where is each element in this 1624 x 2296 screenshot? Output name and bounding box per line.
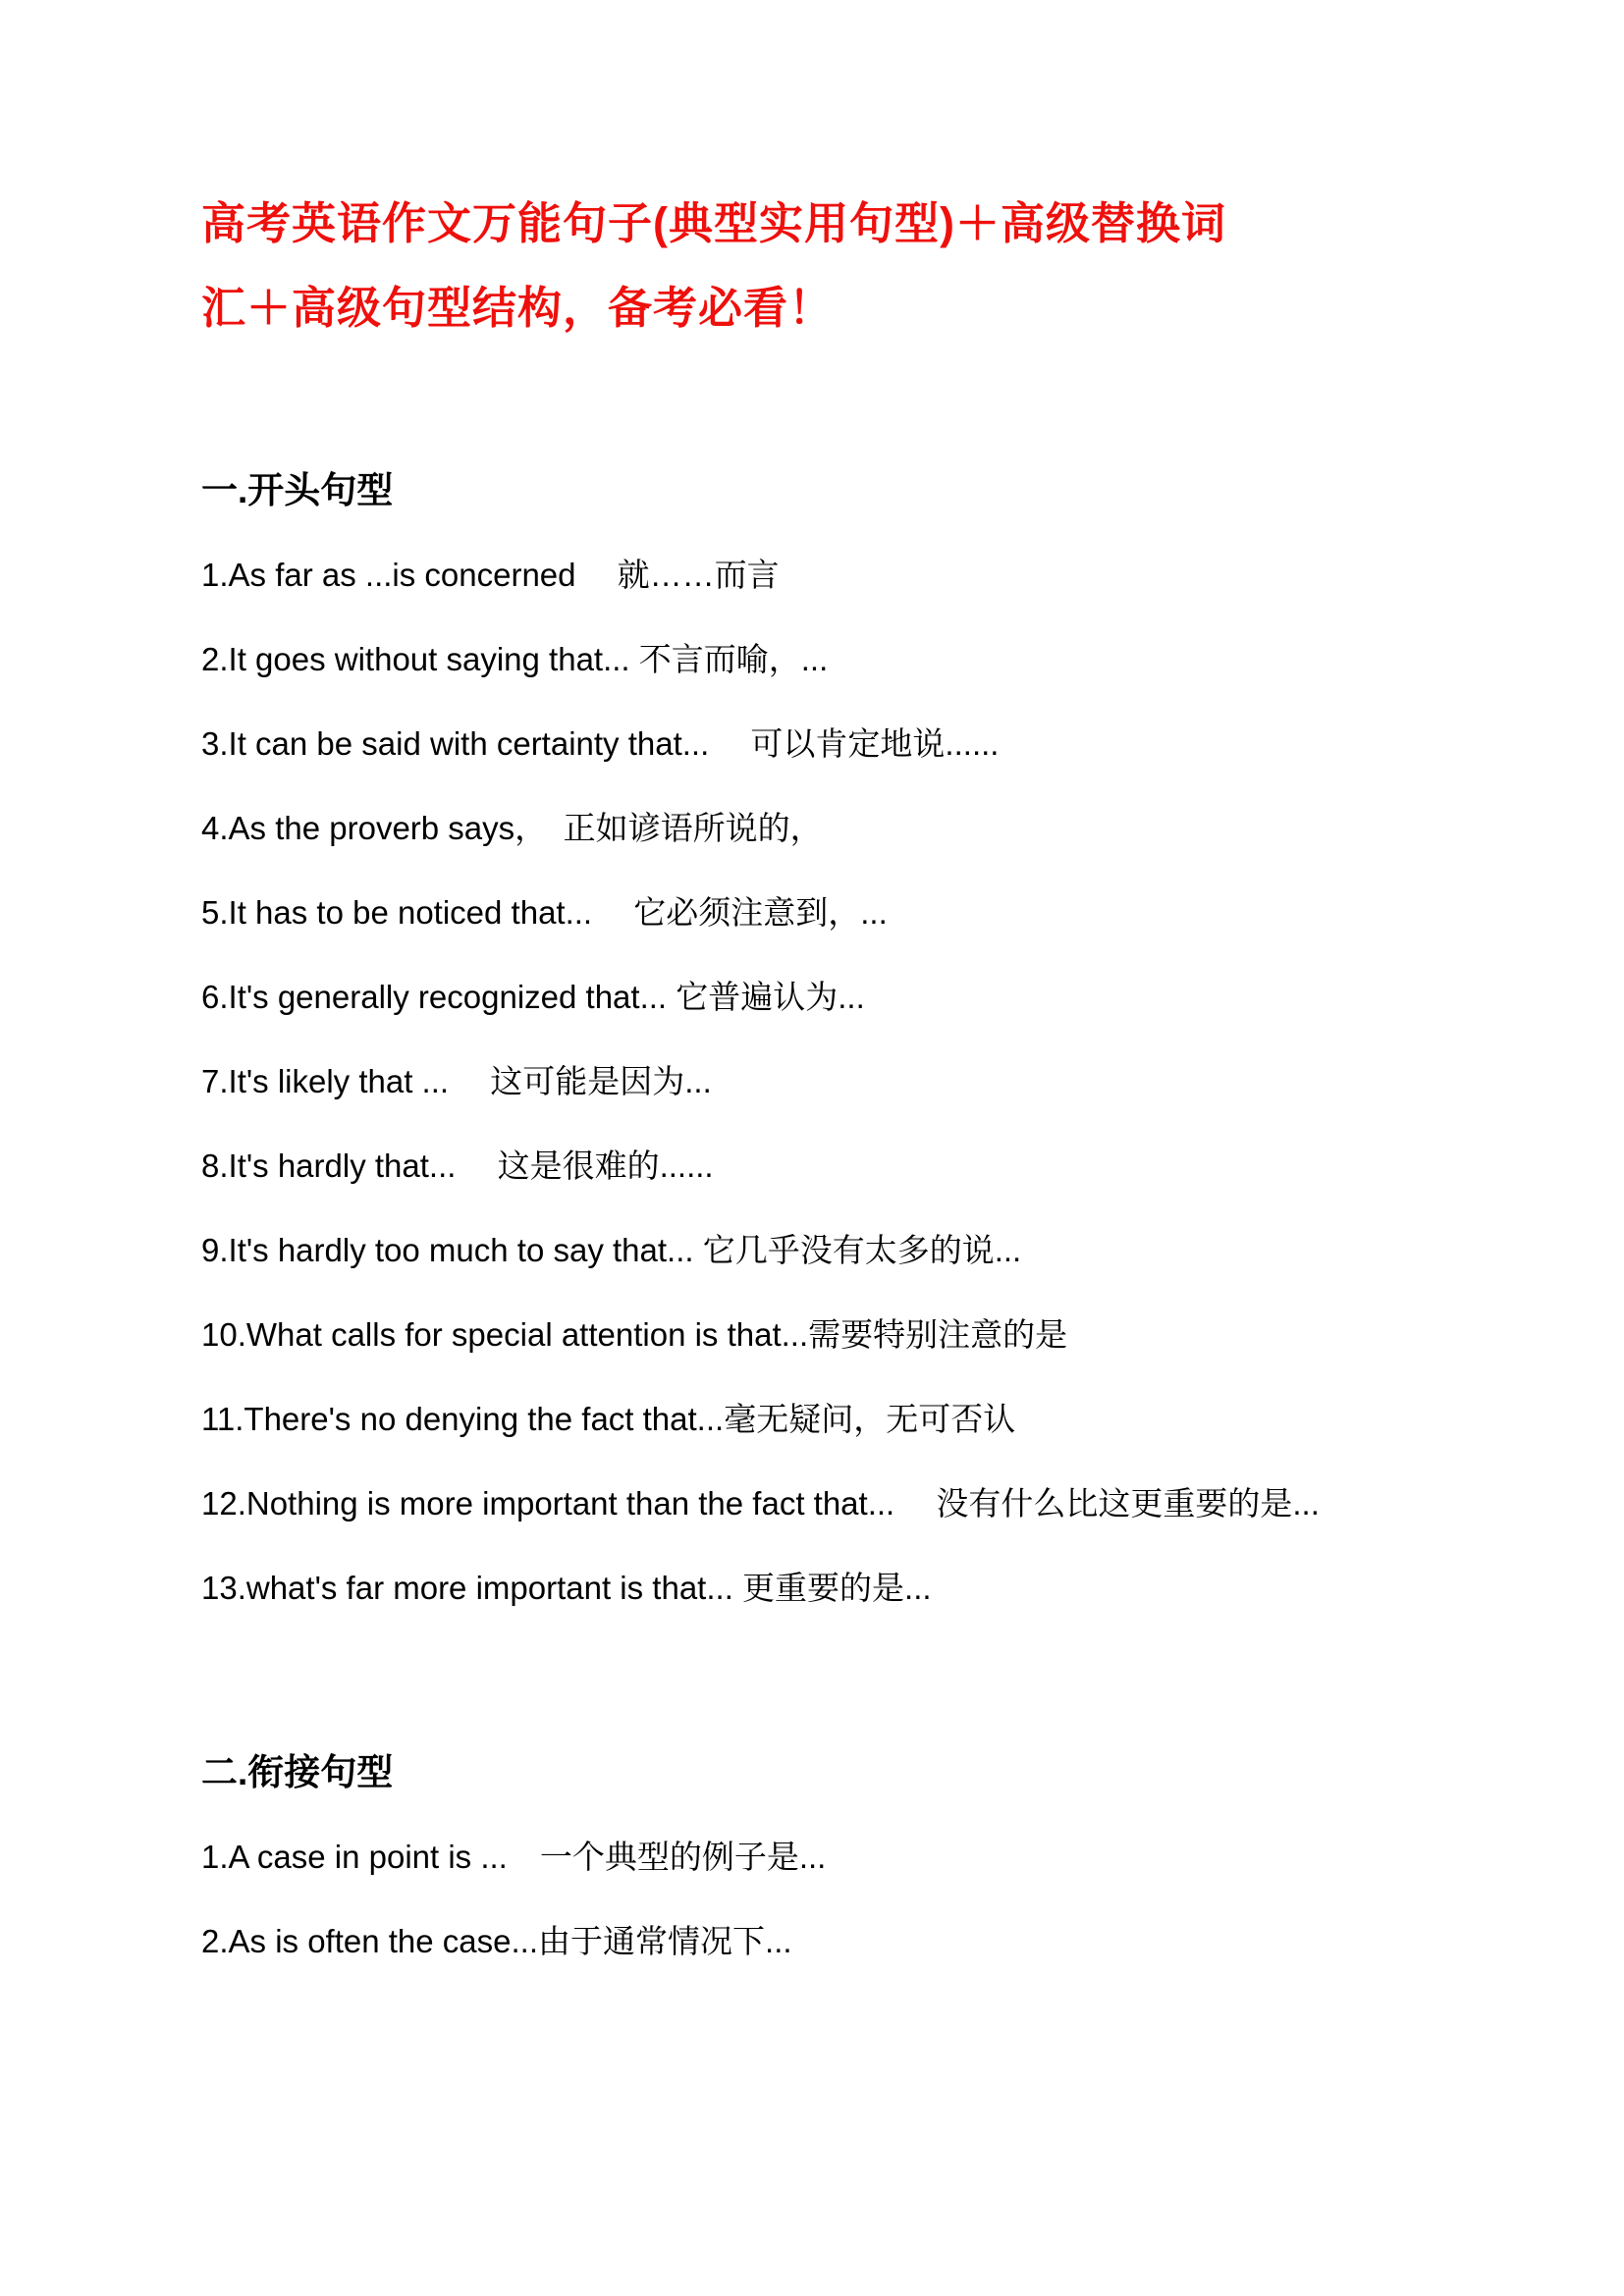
list-item: 7.It's likely that ... 这可能是因为... — [201, 1063, 712, 1099]
document-title-line-2: 汇＋高级句型结构，备考必看！ — [201, 283, 835, 333]
list-item: 13.what's far more important is that... 更重要的是... — [201, 1570, 932, 1606]
list-item: 1.As far as ...is concerned 就……而言 — [201, 557, 780, 593]
list-item: 4.As the proverb says， 正如谚语所说的， — [201, 810, 823, 846]
list-item: 12.Nothing is more important than the fact that... 没有什么比这更重要的是... — [201, 1485, 1320, 1522]
list-item: 5.It has to be noticed that... 它必须注意到，... — [201, 894, 888, 931]
section-opening-patterns — [201, 449, 1370, 1630]
list-item: 9.It's hardly too much to say that... 它几乎没有太多的说... — [201, 1232, 1022, 1268]
list-item: 11.There's no denying the fact that...毫无疑问，无可否认 — [201, 1401, 1016, 1437]
list-item: 8.It's hardly that... 这是很难的...... — [201, 1148, 714, 1184]
list-item: 2.As is often the case...由于通常情况下... — [201, 1923, 792, 1959]
list-item: 6.It's generally recognized that... 它普遍认为... — [201, 979, 865, 1015]
document-content — [201, 182, 1370, 1984]
section-heading-opening: 一.开头句型 — [201, 470, 394, 510]
list-item: 2.It goes without saying that... 不言而喻，... — [201, 641, 829, 677]
section-linking-patterns — [201, 1731, 1370, 1984]
list-item: 3.It can be said with certainty that... 可以肯定地说...... — [201, 725, 1000, 762]
list-item: 1.A case in point is ... 一个典型的例子是... — [201, 1839, 827, 1875]
document-title-line-1: 高考英语作文万能句子(典型实用句型)＋高级替换词 — [201, 198, 1226, 248]
document-title — [201, 182, 1370, 350]
list-item: 10.What calls for special attention is that...需要特别注意的是 — [201, 1316, 1068, 1353]
section-heading-linking: 二.衔接句型 — [201, 1752, 394, 1792]
